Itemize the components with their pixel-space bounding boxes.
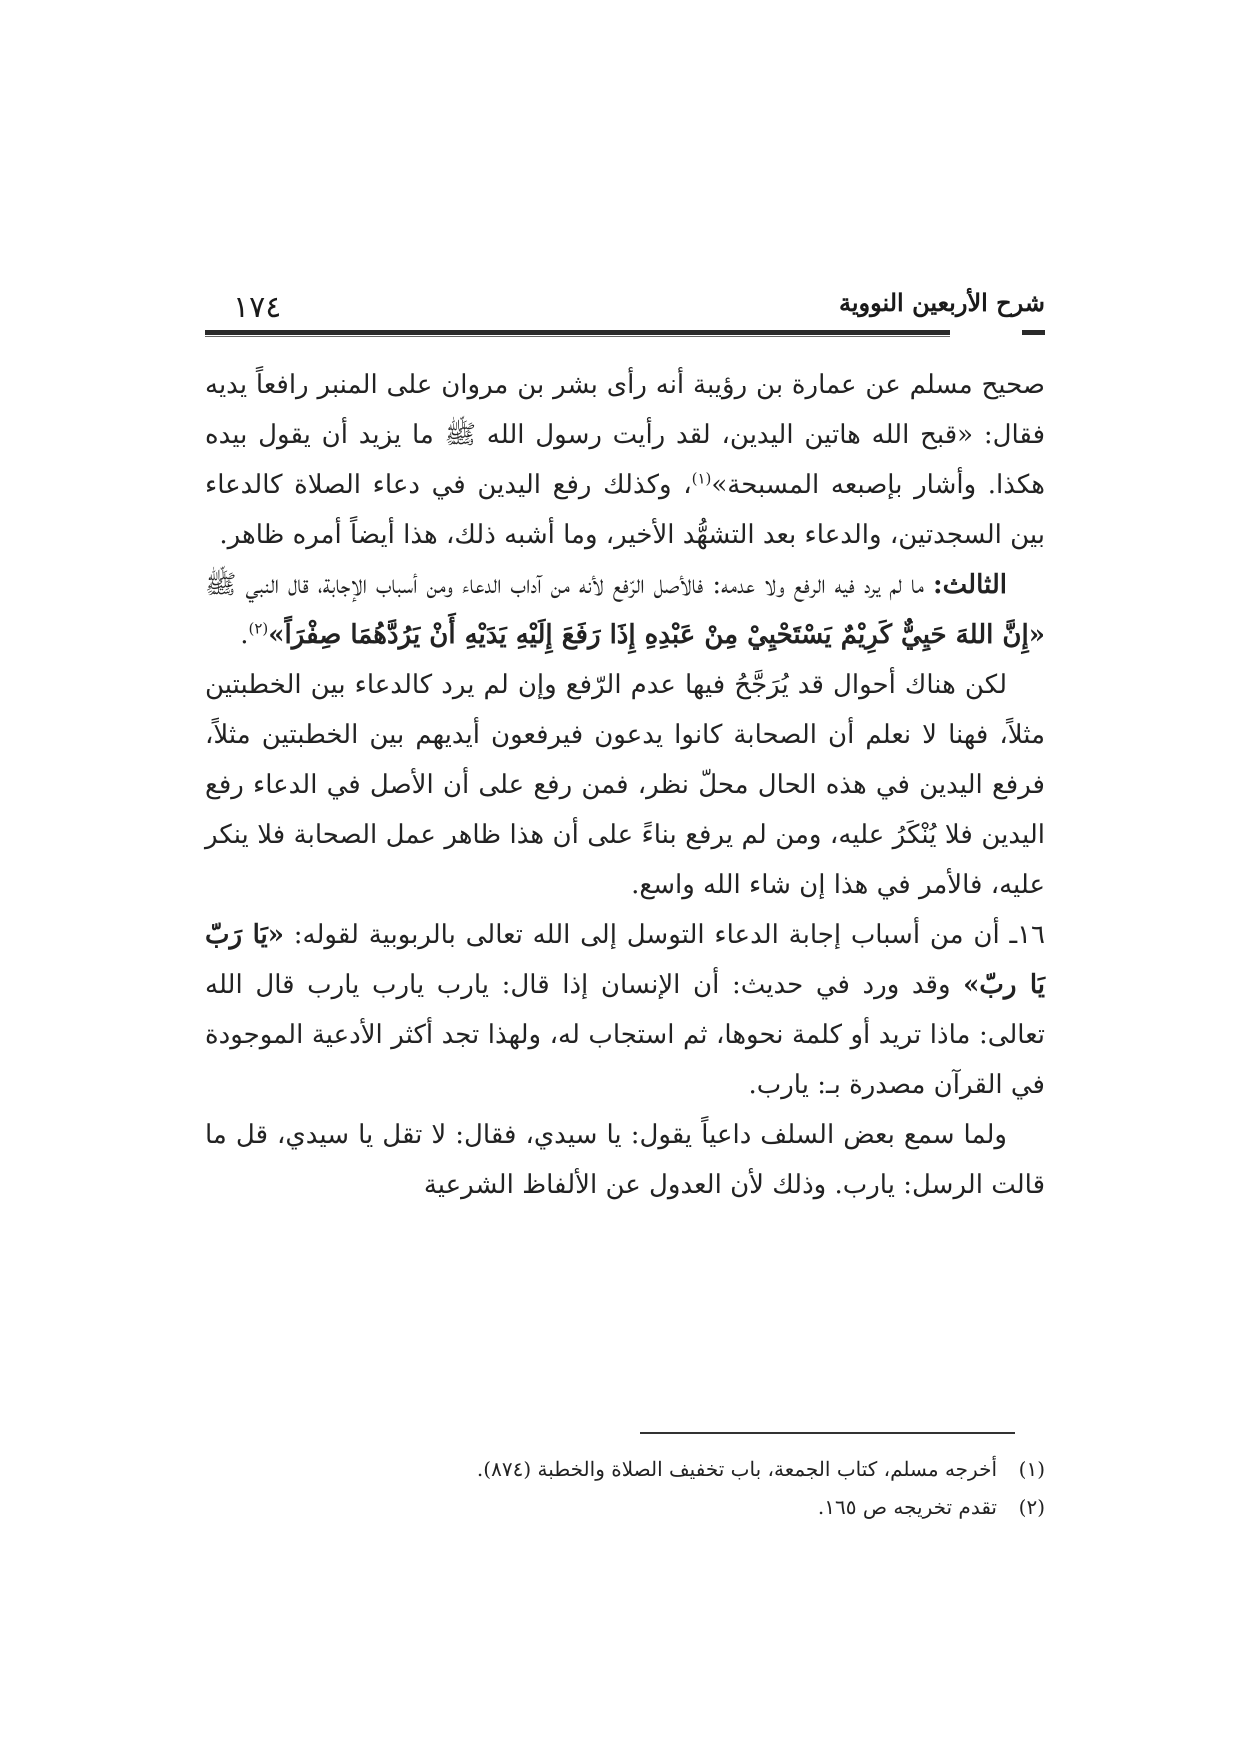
paragraph-2-text: ما لم يرد فيه الرفع ولا عدمه: فالأصل الرّفع لأنه من آداب الدعاء ومن أسباب الإجابة، قال النبي ﷺ: [205, 570, 934, 600]
paragraph-1-tail: ، وكذلك رفع اليدين في دعاء الصلاة كالدعاء بين السجدتين، والدعاء بعد التشهُّد الأخير، وما أشبه ذلك، هذا أيضاً أمره ظاهر.: [205, 470, 1045, 550]
paragraph-4-text: ١٦ـ أن من أسباب إجابة الدعاء التوسل إلى الله تعالى بالربوبية لقوله:: [284, 920, 1045, 950]
paragraph-5: ولما سمع بعض السلف داعياً يقول: يا سيدي، فقال: لا تقل يا سيدي، قل ما قالت الرسل: يارب. وذلك لأن العدول عن الألفاظ الشرعية: [205, 1120, 1045, 1200]
paragraph-2: [205, 560, 1045, 660]
footnote-separator: [640, 1432, 1015, 1434]
footnote-1: [300, 1450, 1045, 1488]
paragraph-4-tail: وقد ورد في حديث: أن الإنسان إذا قال: يارب يارب يارب قال الله تعالى: ماذا تريد أو كلمة نحوها، ثم استجاب له، ولهذا تجد أكثر الأدعية الموجودة في القرآن مصدرة بـ: يارب.: [205, 970, 1045, 1100]
footnote-text: تقدم تخريجه ص ١٦٥.: [817, 1495, 997, 1519]
footnote-number: (٢): [1018, 1495, 1045, 1519]
quran-quote: «يَا رَبّ يَا ربّ»: [205, 920, 1045, 1000]
footnote-2: [300, 1488, 1045, 1526]
paragraph-3: لكن هناك أحوال قد يُرَجَّحُ فيها عدم الرّفع وإن لم يرد كالدعاء بين الخطبتين مثلاً، فهنا لا نعلم أن الصحابة كانوا يدعون فيرفعون أيديهم بين الخطبتين مثلاً، فرفع اليدين في هذه الحال محلّ نظر، فمن رفع على أن الأصل في الدعاء رفع اليدين فلا يُنْكَرُ عليه، ومن لم يرفع بناءً على أن هذا ظاهر عمل الصحابة فلا ينكر عليه، فالأمر في هذا إن شاء الله واسع.: [205, 670, 1045, 900]
book-title: شرح الأربعين النووية: [838, 288, 1045, 317]
footnote-ref-1: (١): [691, 469, 712, 488]
header-rule: [205, 330, 950, 335]
header-rule-end: [1022, 330, 1045, 335]
footnote-number: (١): [1018, 1457, 1045, 1481]
footnote-ref-2: (٢): [248, 619, 269, 638]
footnote-text: أخرجه مسلم، كتاب الجمعة، باب تخفيف الصلاة والخطبة (٨٧٤).: [476, 1457, 997, 1481]
paragraph-1: [205, 360, 1045, 560]
main-text: [205, 360, 1045, 1210]
hadith-quote: «إِنَّ اللهَ حَيِيٌّ كَرِيْمٌ يَسْتَحْيِيْ مِنْ عَبْدِهِ إِذَا رَفَعَ إِلَيْهِ يَدَيْهِ أَنْ يَرُدَّهُمَا صِفْرَاً»: [268, 620, 1045, 650]
paragraph-1-text: صحيح مسلم عن عمارة بن رؤيبة أنه رأى بشر بن مروان على المنبر رافعاً يديه فقال: «قبح الله هاتين اليدين، لقد رأيت رسول الله ﷺ ما يزيد أن يقول بيده هكذا. وأشار بإصبعه المسبحة»: [205, 370, 1045, 500]
header-rule-thin: [205, 336, 950, 337]
page-number: ١٧٤: [233, 290, 282, 325]
running-header: [205, 288, 1045, 328]
paragraph-4: [205, 910, 1045, 1110]
paragraph-2-end: .: [240, 620, 249, 650]
footnotes: [300, 1450, 1045, 1526]
section-lead-third: الثالث:: [933, 570, 1007, 600]
